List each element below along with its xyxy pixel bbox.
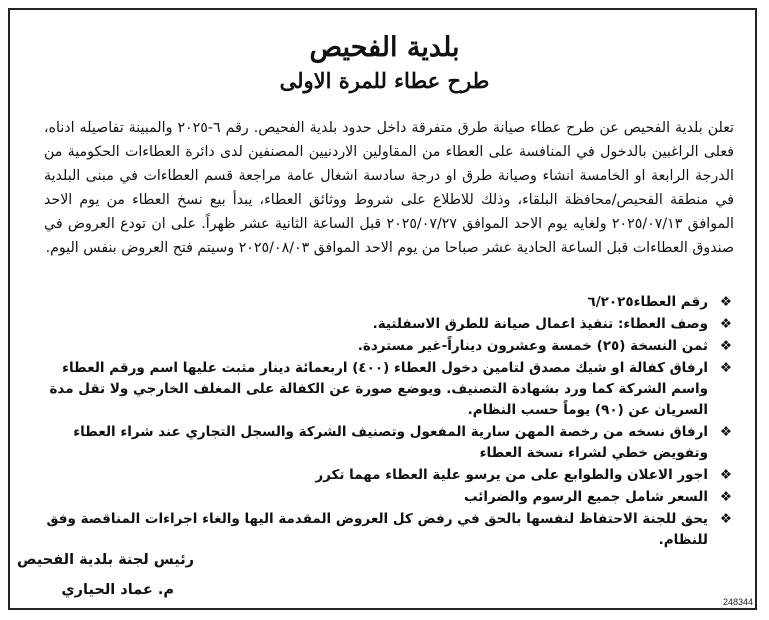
list-item-text: رقم العطاء٦/٢٠٢٥ (587, 294, 708, 310)
conditions-list (44, 292, 736, 552)
bullet-icon: ❖ (719, 467, 732, 483)
list-item-text: ارفاق نسخه من رخصة المهن سارية المفعول وتصنيف الشركة والسجل التجاري عند شراء العطاء وتفويض خطي لشراء نسخة العطاء (73, 424, 708, 461)
notice-subtitle: طرح عطاء للمرة الاولى (279, 68, 490, 93)
bullet-icon: ❖ (719, 489, 732, 505)
list-item (44, 465, 736, 486)
list-item-text: وصف العطاء: تنفيذ اعمال صيانة للطرق الاسفلتية. (372, 316, 708, 332)
bullet-icon: ❖ (719, 294, 732, 310)
notice-title: بلدية الفحيص (309, 32, 460, 63)
list-item (44, 487, 736, 508)
reference-number: 248344 (722, 597, 753, 607)
bullet-icon: ❖ (719, 424, 732, 440)
signature-title: رئيس لجنة بلدية الفحيص (17, 552, 194, 568)
list-item (44, 509, 736, 551)
bullet-icon: ❖ (719, 360, 732, 376)
signature-name: م. عماد الحياري (61, 582, 174, 598)
bullet-icon: ❖ (719, 316, 732, 332)
list-item (44, 336, 736, 357)
notice-paragraph: تعلن بلدية الفحيص عن طرح عطاء صيانة طرق متفرقة داخل حدود بلدية الفحيص. رقم ٦-٢٠٢٥ والمبينة تفاصيله ادناه، فعلى الراغبين بالدخول في المنافسة على العطاء من المقاولين الاردنيين المصنفين لدى دائرة العطاءات الحكومية من الدرجة الرابعة او الخامسة انشاء وصيانة طرق او درجة سادسة اشغال عامة مراجعة قسم العطاءات في مبنى البلدية في منطقة الفحيص/محافظة البلقاء، وذلك للاطلاع على شروط ووثائق العطاء، يبدأ بيع نسخ العطاء من يوم الاحد الموافق ٢٠٢٥/٠٧/١٣ ولغايه يوم الاحد الموافق ٢٠٢٥/٠٧/٢٧ قبل الساعة الثانية عشر ظهراً. على ان تودع العروض في صندوق العطاءات قبل الساعة الحادية عشر صباحا من يوم الاحد الموافق ٢٠٢٥/٠٨/٠٣ وسيتم فتح العروض بنفس اليوم. (44, 120, 734, 256)
list-item (44, 314, 736, 335)
bullet-icon: ❖ (719, 511, 732, 527)
list-item (44, 422, 736, 464)
list-item (44, 292, 736, 313)
list-item-text: ارفاق كفالة او شيك مصدق لتامين دخول العطاء (٤٠٠) اربعمائة دينار مثبت عليها اسم ورقم العطاء واسم الشركة كما ورد بشهادة التصنيف. ويوضع صورة عن الكفالة على المغلف الخارجي ولا تقل مدة السريان عن (٩٠) يوماً حسب النظام. (49, 360, 708, 418)
list-item-text: اجور الاعلان والطوابع على من يرسو علية العطاء مهما تكرر (315, 467, 708, 483)
list-item-text: يحق للجنة الاحتفاظ لنفسها بالحق في رفض كل العروض المقدمة اليها والغاء اجراءات المناقصة وفق للنظام. (46, 511, 708, 548)
list-item-text: ثمن النسخة (٢٥) خمسة وعشرون ديناراً-غير مستردة. (357, 338, 708, 354)
list-item-text: السعر شامل جميع الرسوم والضرائب (463, 489, 708, 505)
bullet-icon: ❖ (719, 338, 732, 354)
list-item (44, 358, 736, 421)
